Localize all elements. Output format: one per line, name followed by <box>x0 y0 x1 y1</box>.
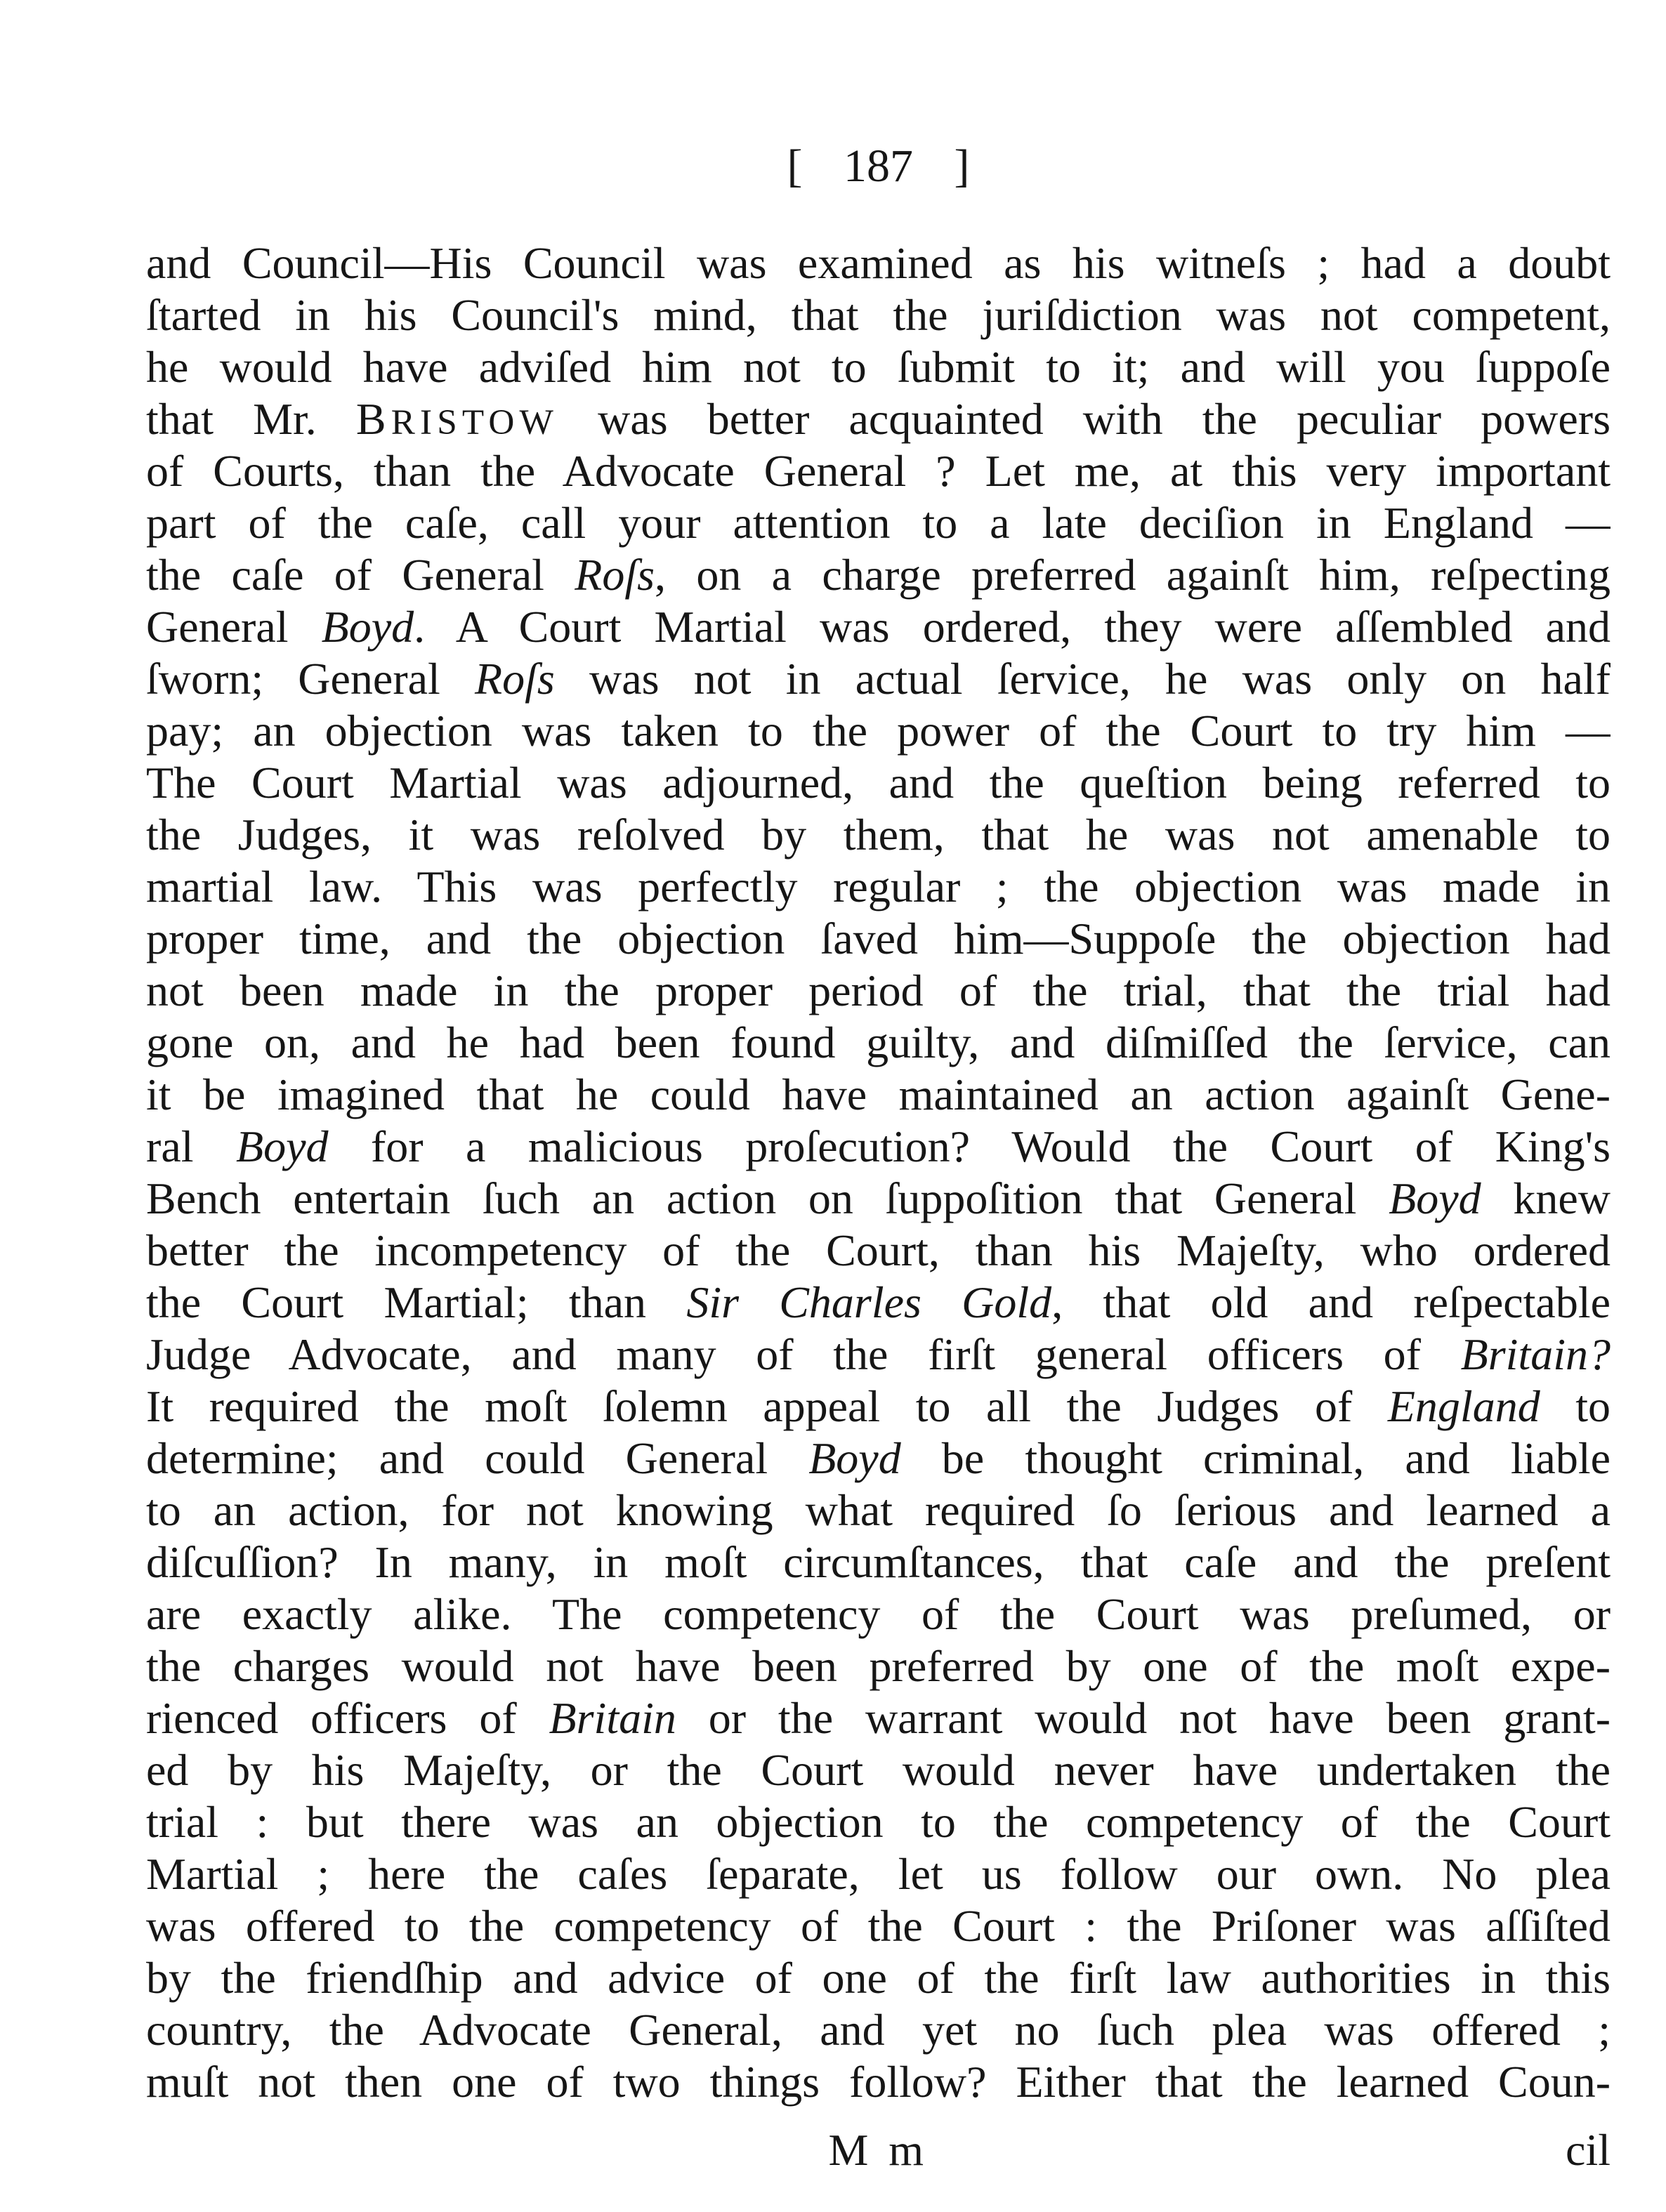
text-line <box>146 1381 1611 1433</box>
text-line <box>146 445 1611 497</box>
text-segment: General <box>146 602 322 652</box>
text-segment: muſt not then one of two things follow? Either that the learned Coun- <box>146 2057 1611 2107</box>
signature-mark: M m <box>828 2125 929 2175</box>
text-line <box>146 757 1611 809</box>
body-text <box>146 237 1611 2108</box>
text-line <box>146 549 1611 601</box>
text-line <box>146 2004 1611 2056</box>
italic-name: England <box>1387 1381 1540 1431</box>
text-segment: was better acquainted with the peculiar powers <box>558 394 1611 444</box>
text-line <box>146 1744 1611 1796</box>
text-segment: gone on, and he had been found guilty, and diſmiſſed the ſervice, can <box>146 1018 1611 1067</box>
text-segment: of Courts, than the Advocate General ? Let me, at this very important <box>146 446 1611 496</box>
text-segment: to <box>1540 1381 1611 1431</box>
text-segment: by the friendſhip and advice of one of the firſt law authorities in this <box>146 1953 1611 2003</box>
text-line <box>146 1640 1611 1692</box>
text-segment: the charges would not have been preferred by one of the moſt expe- <box>146 1641 1611 1691</box>
italic-name: Roſs <box>475 654 555 704</box>
text-segment: that Mr. <box>146 394 356 444</box>
text-segment: Martial ; here the caſes ſeparate, let us follow our own. No plea <box>146 1849 1611 1899</box>
text-segment: the Judges, it was reſolved by them, that he was not amenable to <box>146 810 1611 860</box>
text-segment: proper time, and the objection ſaved him—Suppoſe the objection had <box>146 914 1611 963</box>
italic-name: Boyd <box>808 1433 901 1483</box>
text-segment: country, the Advocate General, and yet no ſuch plea was offered ; <box>146 2005 1611 2055</box>
text-line <box>146 913 1611 965</box>
text-segment: not been made in the proper period of the trial, that the trial had <box>146 966 1611 1015</box>
text-line <box>146 1173 1611 1225</box>
text-line <box>146 237 1611 289</box>
text-line <box>146 861 1611 913</box>
text-line <box>146 965 1611 1017</box>
text-line <box>146 705 1611 757</box>
text-segment: , that old and reſpectable <box>1051 1277 1611 1327</box>
text-line <box>146 601 1611 653</box>
text-line <box>146 809 1611 861</box>
text-line <box>146 1952 1611 2004</box>
text-segment: ral <box>146 1121 236 1171</box>
text-line <box>146 1692 1611 1744</box>
text-line <box>146 1433 1611 1484</box>
text-segment: he would have adviſed him not to ſubmit to it; and will you ſuppoſe <box>146 342 1611 392</box>
italic-name: Boyd <box>321 602 414 652</box>
text-segment: rienced officers of <box>146 1693 549 1743</box>
text-segment: and Council—His Council was examined as his witneſs ; had a doubt <box>146 238 1611 288</box>
text-segment: or the warrant would not have been grant- <box>676 1693 1611 1743</box>
italic-name: Roſs <box>575 550 655 600</box>
text-segment: . A Court Martial was ordered, they were aſſembled and <box>414 602 1611 652</box>
text-segment: was offered to the competency of the Court : the Priſoner was aſſiſted <box>146 1901 1611 1951</box>
text-segment: , on a charge preferred againſt him, reſpecting <box>655 550 1611 600</box>
text-line <box>146 1017 1611 1069</box>
text-line <box>146 1848 1611 1900</box>
text-segment: pay; an objection was taken to the power of the Court to try him — <box>146 706 1611 756</box>
text-segment: ed by his Majeſty, or the Court would never have undertaken the <box>146 1745 1611 1795</box>
text-line <box>146 1121 1611 1173</box>
text-segment: martial law. This was perfectly regular ; the objection was made in <box>146 862 1611 911</box>
page-number-header: [ 187 ] <box>787 140 970 192</box>
text-line <box>146 1536 1611 1588</box>
text-line <box>146 1588 1611 1640</box>
text-segment: for a malicious proſecution? Would the Court of King's <box>328 1121 1611 1171</box>
text-line <box>146 653 1611 705</box>
text-line <box>146 341 1611 393</box>
text-segment: to an action, for not knowing what required ſo ſerious and learned a <box>146 1485 1611 1535</box>
text-segment: it be imagined that he could have maintained an action againſt Gene- <box>146 1069 1611 1119</box>
text-segment: the caſe of General <box>146 550 575 600</box>
text-segment: It required the moſt ſolemn appeal to all the Judges of <box>146 1381 1388 1431</box>
text-segment: ſworn; General <box>146 654 475 704</box>
text-segment: ſtarted in his Council's mind, that the juriſdiction was not competent, <box>146 290 1611 340</box>
text-line <box>146 1900 1611 1952</box>
page-footer <box>146 2122 1611 2178</box>
text-line <box>146 2056 1611 2108</box>
text-segment: diſcuſſion? In many, in moſt circumſtances, that caſe and the preſent <box>146 1537 1611 1587</box>
text-segment: knew <box>1481 1173 1611 1223</box>
text-segment: are exactly alike. The competency of the Court was preſumed, or <box>146 1589 1611 1639</box>
italic-name: Britain <box>549 1693 676 1743</box>
text-line <box>146 1484 1611 1536</box>
italic-name: Boyd <box>235 1121 329 1171</box>
text-line <box>146 289 1611 341</box>
text-segment: trial : but there was an objection to the competency of the Court <box>146 1797 1611 1847</box>
italic-name: Boyd <box>1389 1173 1481 1223</box>
text-segment: be thought criminal, and liable <box>900 1433 1611 1483</box>
catchword: cil <box>1566 2125 1611 2175</box>
text-segment: determine; and could General <box>146 1433 809 1483</box>
text-segment: the Court Martial; than <box>146 1277 687 1327</box>
text-segment: was not in actual ſervice, he was only on half <box>554 654 1611 704</box>
text-segment: Bench entertain ſuch an action on ſuppoſition that General <box>146 1173 1389 1223</box>
text-line <box>146 1069 1611 1121</box>
text-segment: better the incompetency of the Court, than his Majeſty, who ordered <box>146 1225 1611 1275</box>
text-line <box>146 497 1611 549</box>
text-line <box>146 393 1611 445</box>
italic-name: Sir Charles Gold <box>686 1277 1052 1327</box>
text-line <box>146 1225 1611 1277</box>
small-caps-name: BRISTOW <box>355 394 559 444</box>
text-line <box>146 1277 1611 1329</box>
text-line <box>146 1796 1611 1848</box>
text-segment: part of the caſe, call your attention to a late deciſion in England — <box>146 498 1611 548</box>
italic-name: Britain? <box>1460 1329 1611 1379</box>
text-segment: The Court Martial was adjourned, and the queſtion being referred to <box>146 758 1611 808</box>
text-line <box>146 1329 1611 1381</box>
text-segment: Judge Advocate, and many of the firſt general officers of <box>146 1329 1461 1379</box>
